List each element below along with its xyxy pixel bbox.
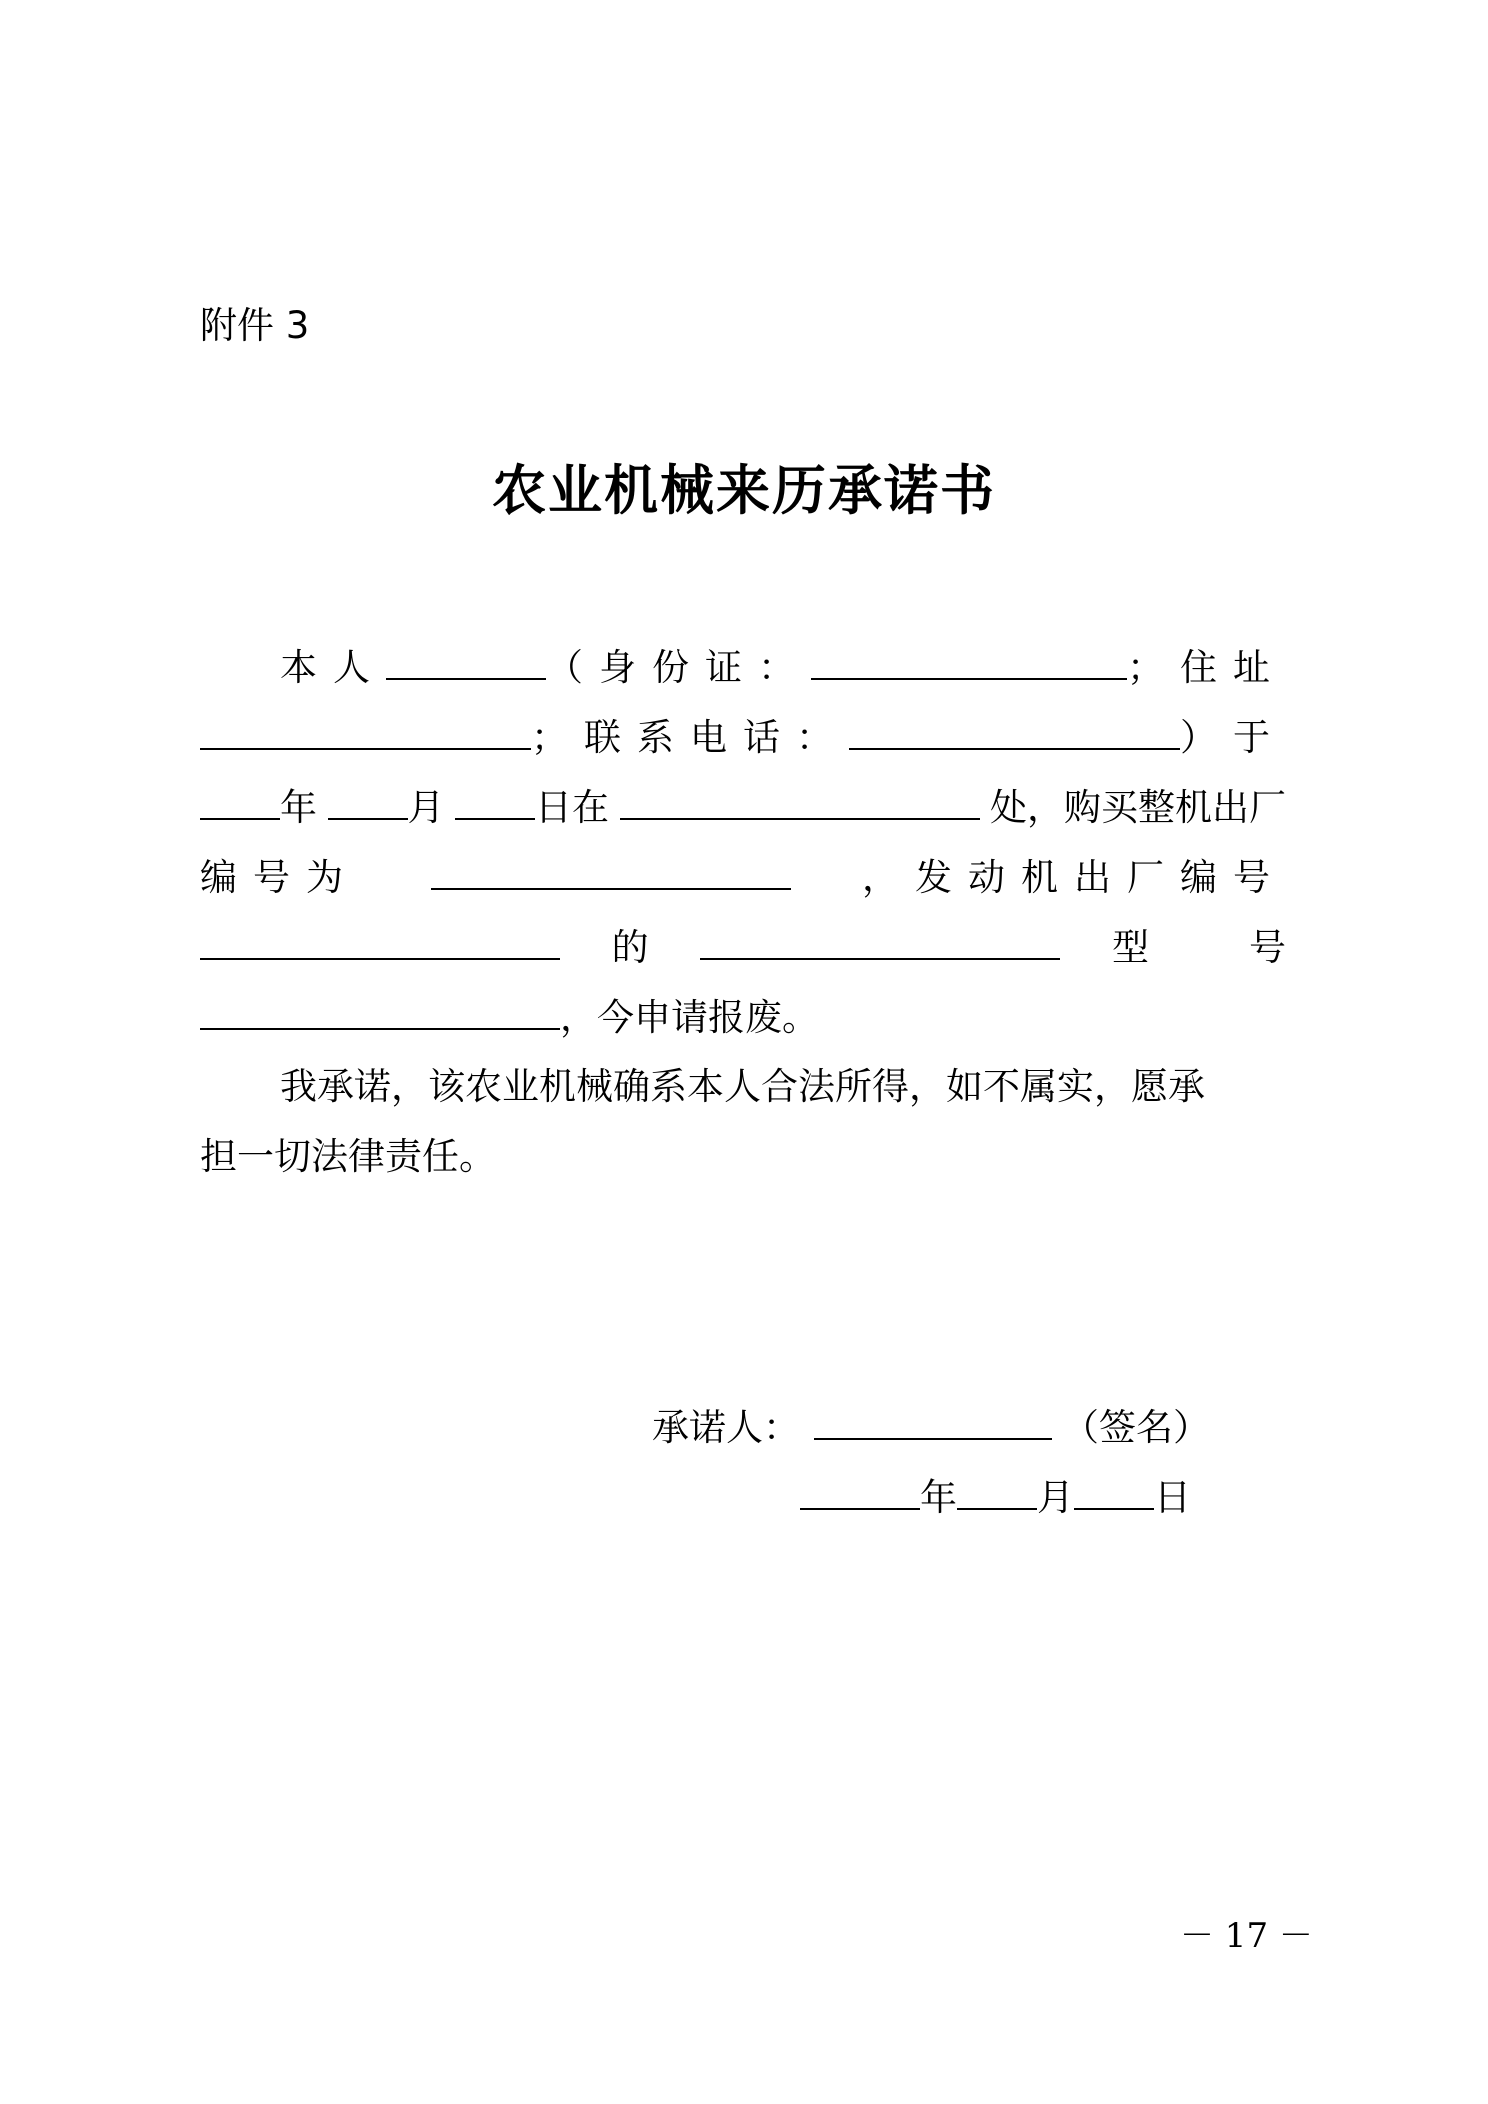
sign-day-text: 日: [1154, 1476, 1191, 1519]
text-serial-label: 编号为: [200, 856, 359, 899]
engine-serial-blank[interactable]: [200, 920, 560, 960]
page-number: － 17 －: [1180, 1916, 1313, 1956]
text-on: ）于: [1180, 716, 1286, 759]
text-month: 月: [407, 786, 445, 829]
promise-line-1: 我承诺，该农业机械确系本人合法所得，如不属实，愿承: [280, 1065, 1205, 1108]
machine-serial-blank[interactable]: [431, 850, 791, 890]
promise-line-2: 担一切法律责任。: [200, 1135, 496, 1178]
text-address-label: ；住址: [1127, 646, 1286, 689]
signer-label: 承诺人：: [652, 1406, 800, 1449]
sign-month-text: 月: [1037, 1476, 1074, 1519]
text-of: 的: [611, 926, 649, 969]
signature-note: （签名）: [1062, 1406, 1210, 1449]
sign-year-blank[interactable]: [800, 1470, 920, 1510]
form-line-3: [200, 780, 1286, 834]
signature-line: [652, 1400, 1210, 1455]
day-blank[interactable]: [455, 780, 535, 820]
form-line-2: [200, 710, 1286, 764]
sign-day-blank[interactable]: [1074, 1470, 1154, 1510]
address-blank[interactable]: [200, 710, 531, 750]
brand-blank[interactable]: [700, 920, 1060, 960]
text-id-label: （身份证：: [546, 646, 811, 689]
place-blank[interactable]: [620, 780, 980, 820]
id-number-blank[interactable]: [811, 640, 1127, 680]
sign-year-text: 年: [920, 1476, 957, 1519]
text-model: 型号: [1111, 926, 1386, 969]
form-line-5: [200, 920, 1386, 974]
month-blank[interactable]: [328, 780, 408, 820]
sign-month-blank[interactable]: [957, 1470, 1037, 1510]
text-engine-serial: ，发动机出厂编号: [862, 856, 1286, 899]
year-blank[interactable]: [200, 780, 280, 820]
name-blank[interactable]: [386, 640, 546, 680]
text-year: 年: [280, 786, 317, 829]
page-title: 农业机械来历承诺书: [492, 459, 996, 522]
text-self: 本人: [280, 646, 386, 689]
form-line-4: [200, 850, 1286, 904]
form-line-1: [200, 640, 1286, 694]
text-day-at: 日在: [535, 786, 609, 829]
text-phone-label: ；联系电话：: [531, 716, 849, 759]
text-apply-scrap: ，今申请报废。: [560, 996, 819, 1039]
model-blank[interactable]: [200, 990, 560, 1030]
attachment-label: 附件 3: [200, 304, 310, 347]
signature-date: [800, 1470, 1191, 1525]
signature-blank[interactable]: [814, 1400, 1052, 1440]
phone-blank[interactable]: [849, 710, 1180, 750]
form-line-6: [200, 990, 1286, 1044]
text-purchase: 处，购买整机出厂: [990, 786, 1286, 829]
